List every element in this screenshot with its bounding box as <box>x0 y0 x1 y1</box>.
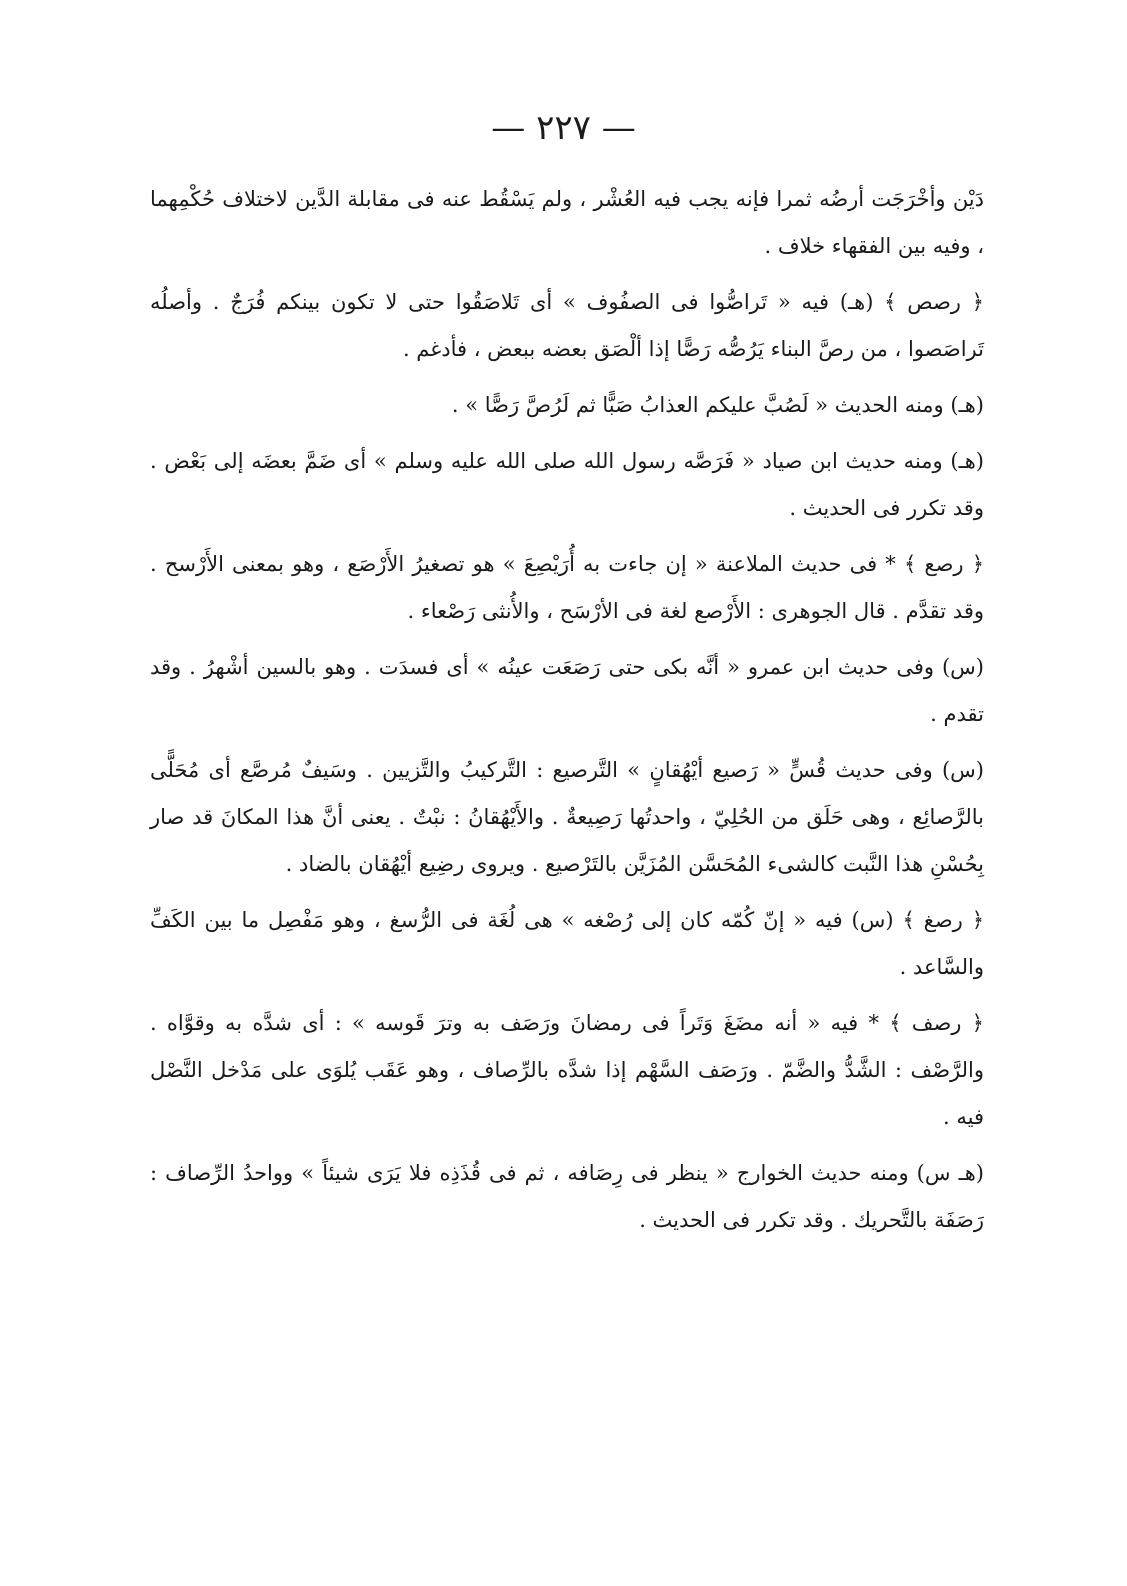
paragraph-6: (س) وفى حديث ابن عمرو « أنَّه بكى حتى رَصَعَت عينُه » أى فسدَت . وهو بالسين أشْهرُ . وقد تقدم . <box>150 655 984 726</box>
page-body <box>150 176 984 1253</box>
paragraph-2-rass: ﴿ رصص ﴾ (هـ) فيه « تَراصُّوا فى الصفُوف » أى تَلاصَقُوا حتى لا تكون بينكم فُرَجٌ . وأصلُه تَراصَصوا ، من رصَّ البناء يَرُصُّه رَصًّا إذا ألْصَق بعضه ببعض ، فأدغم . <box>150 290 984 361</box>
paragraph-4: (هـ) ومنه حديث ابن صياد « فَرَصَّه رسول الله صلى الله عليه وسلم » أى ضَمَّ بعضَه إلى بَعْض . وقد تكرر فى الحديث . <box>150 449 984 520</box>
paragraph-8-rasagh: ﴿ رصغ ﴾ (س) فيه « إنّ كُمّه كان إلى رُصْغه » هى لُغَة فى الرُّسغ ، وهو مَفْصِل ما بين الكَفِّ والسَّاعد . <box>150 908 984 979</box>
paragraph-3: (هـ) ومنه الحديث « لَصُبَّ عليكم العذابُ صَبًّا ثم لَرُصَّ رَصًّا » . <box>451 393 984 417</box>
paragraph-9-rasaf: ﴿ رصف ﴾ * فيه « أنه مضَغَ وَتَراً فى رمضانَ ورَصَف به وترَ قَوسه » : أى شدَّه به وقوَّاه . والرَّصْف : الشَّدُّ والضَّمّ . ورَصَف السَّهْم إذا شدَّه بالرِّصاف ، وهو عَقَب يُلوَى على مَدْخل النَّصْل فيه . <box>150 1011 984 1129</box>
paragraph-10: (هـ س) ومنه حديث الخوارج « ينظر فى رِصَافه ، ثم فى قُذَذِه فلا يَرَى شيئاً » وواحدُ الرِّصاف : رَصَفَة بالتَّحريك . وقد تكرر فى الحديث . <box>150 1161 984 1232</box>
paragraph-5-rasaa: ﴿ رصع ﴾ * فى حديث الملاعنة « إن جاءت به أُرَيْصِعَ » هو تصغيرُ الأَرْصَع ، وهو بمعنى الأَرْسح . وقد تقدَّم . قال الجوهرى : الأَرْصع لغة فى الأرْسَح ، والأُنثى رَصْعاء . <box>150 552 984 623</box>
paragraph-7: (س) وفى حديث قُسٍّ « رَصيع أيْهُقانٍ » التَّرصيع : التَّركيبُ والتَّزيين . وسَيفٌ مُرصَّع أى مُحَلًّى بالرَّصائِع ، وهى حَلَق من الحُلِيّ ، واحدتُها رَصِيعةٌ . والأَيْهُقانُ : نبْتٌ . يعنى أنَّ هذا المكانَ قد صار بِحُسْنِ هذا النَّبت كالشىء المُحَسَّن المُزَيَّن بالتَرْصيع . ويروى رضِيع أيْهُقان بالضاد . <box>150 758 984 876</box>
page-number: — ٢٢٧ — <box>491 108 636 148</box>
paragraph-1: دَيْن وأخْرَجَت أرضُه ثمرا فإنه يجب فيه العُشْر ، ولم يَسْقُط عنه فى مقابلة الدَّين لاختلاف حُكْمِهما ، وفيه بين الفقهاء خلاف . <box>150 187 984 258</box>
